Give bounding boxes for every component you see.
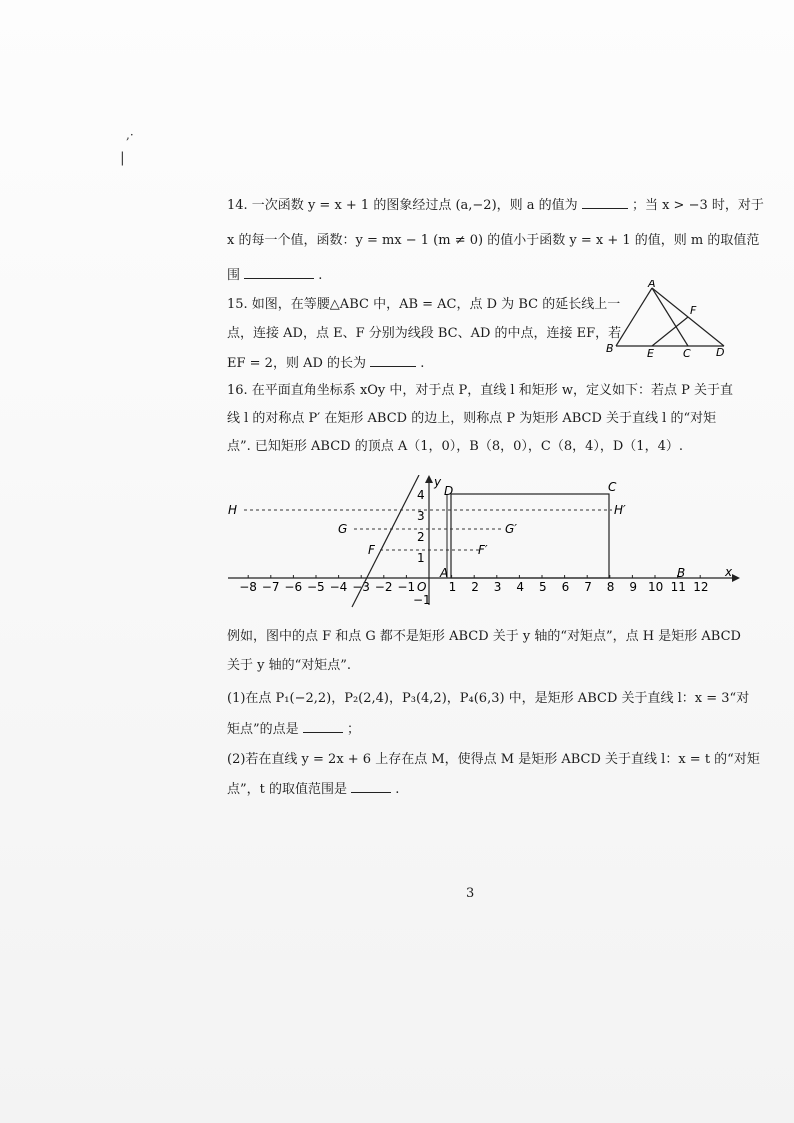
y-tick-label: 2 xyxy=(417,530,425,544)
x-tick-label: 4 xyxy=(516,580,525,594)
origin-label: O xyxy=(417,580,427,594)
x-tick-label: 5 xyxy=(539,580,547,594)
q16-part2-line-2 xyxy=(227,780,727,799)
q15-line-2: 点，连接 AD，点 E、F 分别为线段 BC、AD 的中点，连接 EF，若 xyxy=(227,326,622,341)
x-tick-label: 6 xyxy=(561,580,570,594)
q16-part1-line-2 xyxy=(227,720,727,739)
page-number: 3 xyxy=(466,886,475,901)
label-f: F xyxy=(690,304,697,317)
segment-ef xyxy=(652,317,688,346)
q16-part1-tail: ； xyxy=(346,722,360,737)
x-tick-label: 3 xyxy=(493,580,502,594)
q16-coordinate-figure xyxy=(222,475,742,615)
x-tick-label: −6 xyxy=(284,580,303,594)
point-h-prime-label: H′ xyxy=(614,503,626,517)
y-axis-label: y xyxy=(434,475,442,489)
x-tick-label: −5 xyxy=(307,580,325,594)
label-e: E xyxy=(647,347,654,360)
y-tick-label: 3 xyxy=(417,509,425,523)
x-tick-label: 10 xyxy=(648,580,664,594)
q16-part1-text: 矩点”的点是 xyxy=(227,722,299,737)
segment-ac xyxy=(652,288,688,346)
point-f-label: F xyxy=(368,543,375,557)
point-h-label: H xyxy=(228,503,238,517)
x-tick-label: 2 xyxy=(471,580,479,594)
rectangle-abcd xyxy=(451,494,609,578)
point-g-prime-label: G′ xyxy=(505,522,518,536)
label-c: C xyxy=(683,347,691,360)
q15-text-3: EF = 2，则 AD 的长为 xyxy=(227,356,367,371)
x-tick-label: 12 xyxy=(693,580,709,594)
q16-part2-line-1: (2)若在直线 y = 2x + 6 上存在点 M，使得点 M 是矩形 ABCD 关于直线 l：x = t 的“对矩 xyxy=(227,752,760,767)
x-tick-label: −7 xyxy=(261,580,280,594)
point-d-label: D xyxy=(444,484,454,498)
x-tick-label: −1 xyxy=(397,580,416,594)
q15-answer-blank[interactable] xyxy=(370,354,416,367)
label-d: D xyxy=(716,346,725,359)
q15-text-3-tail: . xyxy=(420,356,425,371)
x-tick-label: −3 xyxy=(352,580,370,594)
y-tick-label: 1 xyxy=(417,551,425,565)
y-tick-label: 4 xyxy=(417,488,425,502)
label-b: B xyxy=(606,342,614,355)
q16-part1-answer-blank[interactable] xyxy=(303,720,343,733)
scan-mark: ,· xyxy=(126,128,134,142)
q15-line-3 xyxy=(227,354,597,373)
q16-line-2: 线 l 的对称点 P′ 在矩形 ABCD 的边上，则称点 P 为矩形 ABCD 关于直线 l 的“对矩 xyxy=(227,411,717,426)
segment-ab xyxy=(616,288,652,346)
q14-text-1: 14. 一次函数 y = x + 1 的图象经过点 (a,−2)，则 a 的值为 xyxy=(227,198,578,213)
q16-part2-answer-blank[interactable] xyxy=(351,780,391,793)
margin-mark: | xyxy=(120,150,125,166)
x-tick-label: −2 xyxy=(374,580,393,594)
q16-line-1: 16. 在平面直角坐标系 xOy 中，对于点 P，直线 l 和矩形 w，定义如下：若点 P 关于直 xyxy=(227,383,733,398)
y-axis-arrow xyxy=(425,475,433,483)
q15-triangle-figure xyxy=(602,280,732,362)
x-tick-label: 9 xyxy=(629,580,638,594)
label-a: A xyxy=(648,280,656,290)
x-tick-label: −4 xyxy=(329,580,348,594)
q14-answer-blank-1[interactable] xyxy=(582,196,628,209)
x-axis-arrow xyxy=(732,574,740,582)
point-f-prime-label: F′ xyxy=(478,543,488,557)
x-tick-label: −8 xyxy=(239,580,257,594)
x-axis-label: x xyxy=(725,565,733,579)
q16-part2-tail: . xyxy=(395,782,400,797)
q16-part2-text: 点”，t 的取值范围是 xyxy=(227,782,348,797)
q14-line-1 xyxy=(227,196,764,215)
q14-line-2: x 的每一个值，函数：y = mx − 1 (m ≠ 0) 的值小于函数 y = x + 1 的值，则 m 的取值范 xyxy=(227,233,760,248)
point-a-label: A xyxy=(440,566,449,580)
q16-example-line-2: 关于 y 轴的“对矩点”. xyxy=(227,658,352,673)
q16-line-3: 点”. 已知矩形 ABCD 的顶点 A（1，0），B（8，0），C（8，4），D（1，4）. xyxy=(227,439,683,454)
q15-line-1: 15. 如图，在等腰△ABC 中，AB = AC，点 D 为 BC 的延长线上一 xyxy=(227,297,621,312)
q14-answer-blank-2[interactable] xyxy=(244,266,314,279)
q16-example-line-1: 例如，图中的点 F 和点 G 都不是矩形 ABCD 关于 y 轴的“对矩点”，点 H 是矩形 ABCD xyxy=(227,629,741,644)
point-b-label: B xyxy=(677,566,686,580)
q16-part1-line-1: (1)在点 P₁(−2,2)，P₂(2,4)，P₃(4,2)，P₄(6,3) 中，是矩形 ABCD 关于直线 l：x = 3“对 xyxy=(227,691,750,706)
x-tick-label: 1 xyxy=(448,580,457,594)
y-tick-label: −1 xyxy=(413,593,431,607)
q14-text-1-tail: ；当 x > −3 时，对于 xyxy=(631,198,764,213)
x-tick-label: 7 xyxy=(584,580,592,594)
q14-text-3: 围 xyxy=(227,268,241,283)
q14-text-3-tail: . xyxy=(318,268,323,283)
x-tick-label: 11 xyxy=(670,580,686,594)
point-c-label: C xyxy=(608,480,617,494)
point-g-label: G xyxy=(338,522,348,536)
x-tick-label: 8 xyxy=(606,580,615,594)
